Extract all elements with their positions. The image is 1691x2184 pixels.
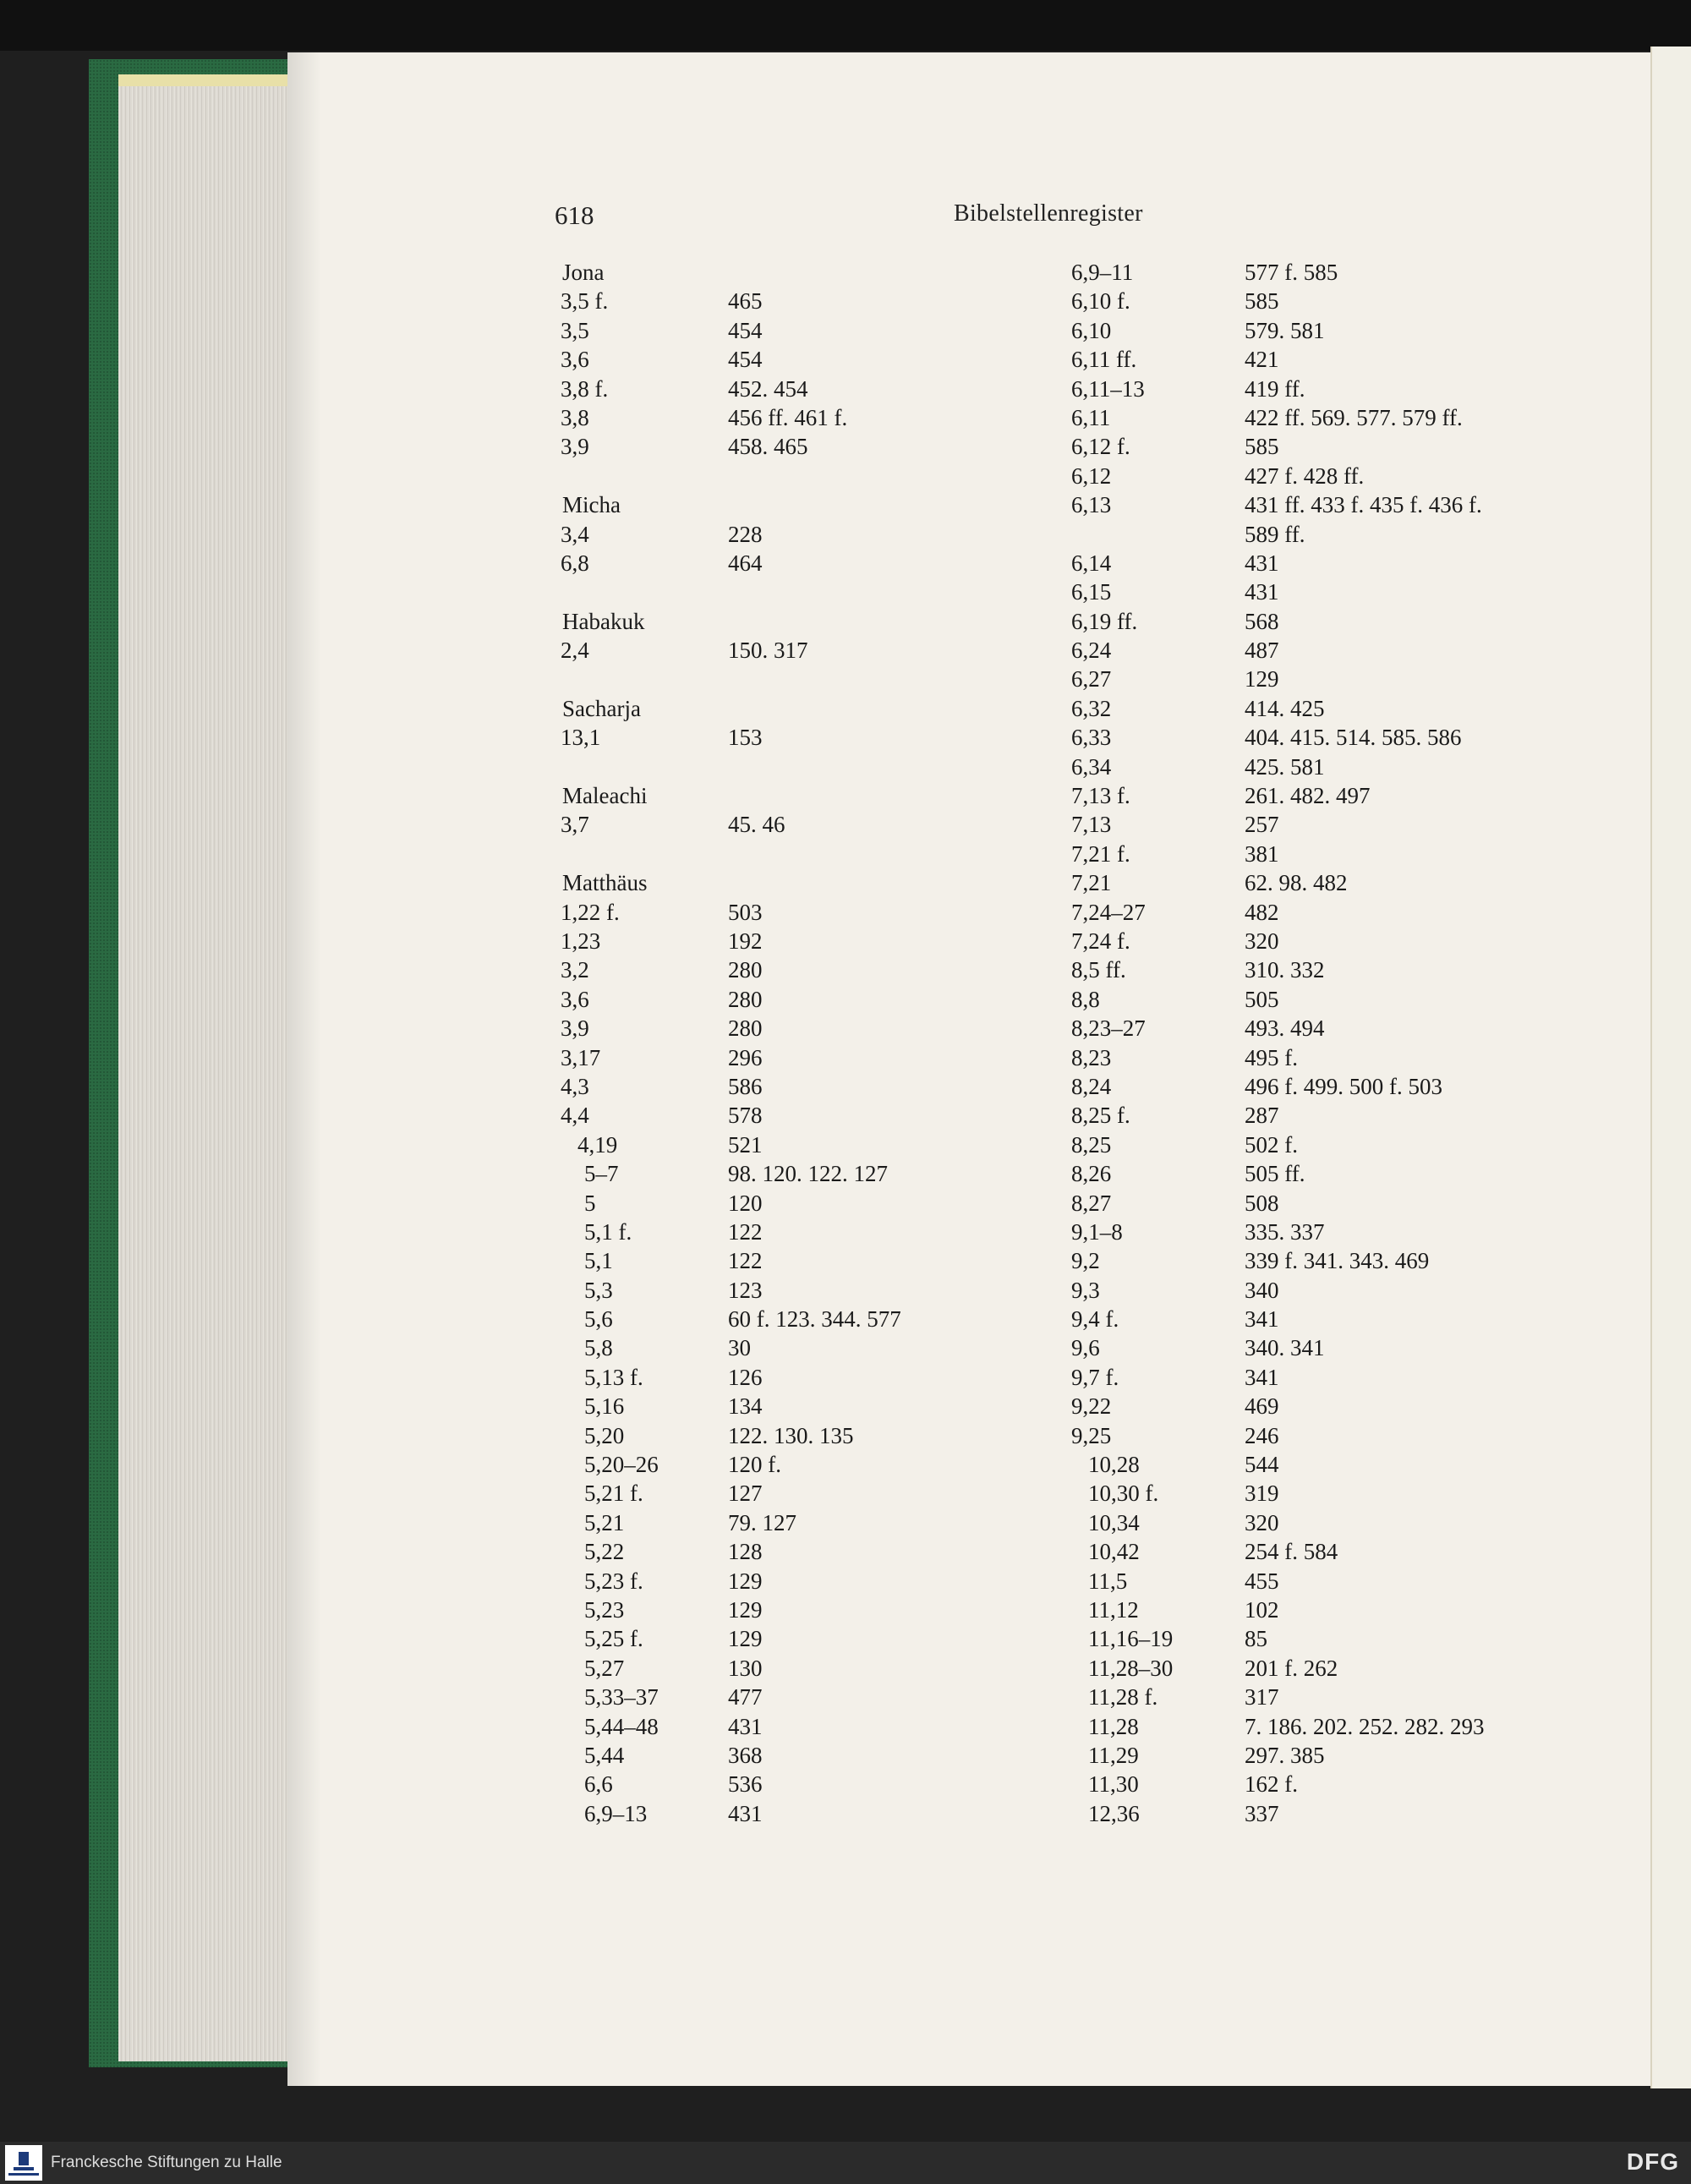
page-references: 431: [1245, 579, 1279, 605]
page-references: 287: [1245, 1103, 1279, 1129]
verse-reference: 3,8 f.: [561, 375, 609, 402]
verse-reference: 5,1 f.: [584, 1218, 632, 1245]
page-references: 280: [728, 957, 763, 983]
page-references: 129: [728, 1568, 763, 1594]
verse-reference: 5,20: [584, 1422, 625, 1448]
page-references: 337: [1245, 1800, 1279, 1826]
verse-reference: 5,3: [584, 1277, 613, 1303]
verse-reference: 3,2: [561, 957, 589, 983]
page-references: 45. 46: [728, 812, 785, 838]
next-page-edge: [1650, 47, 1691, 2088]
verse-reference: 5,23: [584, 1596, 625, 1623]
page-references: 153: [728, 725, 763, 751]
page-references: 544: [1245, 1452, 1279, 1478]
verse-reference: 5,44: [584, 1742, 625, 1768]
page-references: 458. 465: [728, 434, 808, 460]
verse-reference: 9,3: [1071, 1277, 1100, 1303]
page-references: 585: [1245, 434, 1279, 460]
page-references: 7. 186. 202. 252. 282. 293: [1245, 1713, 1485, 1739]
page-references: 30: [728, 1335, 751, 1361]
page-references: 340: [1245, 1277, 1279, 1303]
verse-reference: 7,13: [1071, 812, 1112, 838]
verse-reference: 5,21: [584, 1509, 625, 1535]
verse-reference: 6,14: [1071, 550, 1112, 576]
page-references: 585: [1245, 288, 1279, 315]
verse-reference: 2,4: [561, 638, 589, 664]
page-references: 521: [728, 1131, 763, 1158]
page-references: 431: [1245, 550, 1279, 576]
book-name: Habakuk: [562, 608, 645, 634]
verse-reference: 5,16: [584, 1393, 625, 1420]
page-references: 102: [1245, 1596, 1279, 1623]
verse-reference: 10,28: [1088, 1452, 1140, 1478]
page-references: 310. 332: [1245, 957, 1325, 983]
page-references: 228: [728, 521, 763, 547]
page-references: 431: [728, 1713, 763, 1739]
page-references: 568: [1245, 608, 1279, 634]
page-references: 464: [728, 550, 763, 576]
page-references: 79. 127: [728, 1509, 796, 1535]
page-references: 340. 341: [1245, 1335, 1325, 1361]
verse-reference: 10,42: [1088, 1539, 1140, 1565]
page-references: 495 f.: [1245, 1044, 1298, 1070]
verse-reference: 10,34: [1088, 1509, 1140, 1535]
book-name: Micha: [562, 492, 621, 518]
page-header: [0, 200, 1691, 234]
verse-reference: 5,33–37: [584, 1684, 659, 1711]
page-references: 128: [728, 1539, 763, 1565]
page-references: 335. 337: [1245, 1218, 1325, 1245]
verse-reference: 5,1: [584, 1248, 613, 1274]
verse-reference: 8,25 f.: [1071, 1103, 1130, 1129]
verse-reference: 6,19 ff.: [1071, 608, 1138, 634]
page-references: 469: [1245, 1393, 1279, 1420]
verse-reference: 6,32: [1071, 695, 1112, 721]
page-gutter-shadow: [287, 52, 321, 2086]
verse-reference: 5,25 f.: [584, 1626, 643, 1652]
page-references: 192: [728, 928, 763, 954]
verse-reference: 5–7: [584, 1161, 619, 1187]
page-references: 341: [1245, 1306, 1279, 1333]
scan-background: [0, 0, 1691, 51]
verse-reference: 9,7 f.: [1071, 1364, 1119, 1390]
page-references: 162 f.: [1245, 1771, 1298, 1798]
verse-reference: 5,22: [584, 1539, 625, 1565]
verse-reference: 6,9–11: [1071, 260, 1134, 285]
verse-reference: 11,28 f.: [1088, 1684, 1158, 1711]
verse-reference: 6,27: [1071, 666, 1112, 692]
verse-reference: 9,25: [1071, 1422, 1112, 1448]
page-references: 150. 317: [728, 638, 808, 664]
page-references: 404. 415. 514. 585. 586: [1245, 725, 1462, 751]
verse-reference: 6,10 f.: [1071, 288, 1130, 315]
verse-reference: 5,13 f.: [584, 1364, 643, 1390]
verse-reference: 8,26: [1071, 1161, 1112, 1187]
verse-reference: 10,30 f.: [1088, 1481, 1159, 1507]
page-references: 589 ff.: [1245, 521, 1305, 547]
page-references: 431: [728, 1800, 763, 1826]
verse-reference: 5,20–26: [584, 1452, 659, 1478]
verse-reference: 3,4: [561, 521, 589, 547]
viewer-footer: [0, 2142, 1691, 2184]
page-references: 427 f. 428 ff.: [1245, 463, 1365, 489]
verse-reference: 3,6: [561, 986, 589, 1012]
verse-reference: 11,29: [1088, 1742, 1139, 1768]
verse-reference: 11,28–30: [1088, 1655, 1174, 1681]
verse-reference: 6,9–13: [584, 1800, 648, 1826]
verse-reference: 6,34: [1071, 753, 1112, 780]
verse-reference: 4,3: [561, 1073, 589, 1099]
page-references: 120: [728, 1190, 763, 1216]
verse-reference: 6,12: [1071, 463, 1112, 489]
verse-reference: 9,4 f.: [1071, 1306, 1119, 1333]
page-references: 421: [1245, 347, 1279, 373]
page-references: 130: [728, 1655, 763, 1681]
page-references: 319: [1245, 1481, 1279, 1507]
verse-reference: 1,23: [561, 928, 601, 954]
page-references: 122: [728, 1218, 763, 1245]
verse-reference: 6,12 f.: [1071, 434, 1130, 460]
verse-reference: 3,9: [561, 1015, 589, 1042]
page-references: 123: [728, 1277, 763, 1303]
page-references: 381: [1245, 840, 1279, 867]
verse-reference: 5,44–48: [584, 1713, 659, 1739]
verse-reference: 12,36: [1088, 1800, 1140, 1826]
page-references: 505 ff.: [1245, 1161, 1305, 1187]
verse-reference: 9,1–8: [1071, 1218, 1123, 1245]
verse-reference: 8,27: [1071, 1190, 1112, 1216]
page-references: 320: [1245, 928, 1279, 954]
verse-reference: 4,19: [577, 1131, 618, 1158]
page-references: 452. 454: [728, 375, 808, 402]
verse-reference: 3,9: [561, 434, 589, 460]
page-references: 456 ff. 461 f.: [728, 404, 848, 430]
page-references: 425. 581: [1245, 753, 1325, 780]
page-references: 493. 494: [1245, 1015, 1325, 1042]
page-references: 502 f.: [1245, 1131, 1298, 1158]
page-references: 454: [728, 347, 763, 373]
book-name: Matthäus: [562, 870, 648, 896]
verse-reference: 5: [584, 1190, 596, 1216]
verse-reference: 6,11: [1071, 404, 1111, 430]
page-references: 261. 482. 497: [1245, 783, 1371, 809]
page-references: 414. 425: [1245, 695, 1325, 721]
verse-reference: 5,27: [584, 1655, 625, 1681]
page-references: 339 f. 341. 343. 469: [1245, 1248, 1430, 1274]
page-references: 320: [1245, 1509, 1279, 1535]
page-references: 368: [728, 1742, 763, 1768]
verse-reference: 6,24: [1071, 638, 1112, 664]
book-name: Maleachi: [562, 783, 648, 809]
verse-reference: 7,24–27: [1071, 899, 1146, 925]
page-references: 487: [1245, 638, 1279, 664]
verse-reference: 5,21 f.: [584, 1481, 643, 1507]
verse-reference: 6,33: [1071, 725, 1112, 751]
page-references: 496 f. 499. 500 f. 503: [1245, 1073, 1442, 1099]
page-references: 85: [1245, 1626, 1267, 1652]
running-title: Bibelstellenregister: [954, 200, 1143, 227]
verse-reference: 11,5: [1088, 1568, 1128, 1594]
page-references: 431 ff. 433 f. 435 f. 436 f.: [1245, 492, 1482, 518]
verse-reference: 5,6: [584, 1306, 613, 1333]
page-references: 129: [728, 1626, 763, 1652]
verse-reference: 7,21 f.: [1071, 840, 1130, 867]
institution-name: Franckesche Stiftungen zu Halle: [51, 2154, 282, 2171]
verse-reference: 7,21: [1071, 870, 1112, 896]
verse-reference: 3,5: [561, 317, 589, 343]
verse-reference: 3,7: [561, 812, 589, 838]
page-references: 508: [1245, 1190, 1279, 1216]
page-references: 62. 98. 482: [1245, 870, 1348, 896]
page-references: 126: [728, 1364, 763, 1390]
page-references: 120 f.: [728, 1452, 781, 1478]
page-references: 257: [1245, 812, 1279, 838]
page-references: 503: [728, 899, 763, 925]
page-references: 422 ff. 569. 577. 579 ff.: [1245, 404, 1463, 430]
verse-reference: 8,23: [1071, 1044, 1112, 1070]
verse-reference: 9,22: [1071, 1393, 1112, 1420]
verse-reference: 6,11–13: [1071, 375, 1145, 402]
verse-reference: 4,4: [561, 1103, 589, 1129]
verse-reference: 8,24: [1071, 1073, 1112, 1099]
page-references: 201 f. 262: [1245, 1655, 1338, 1681]
book-name: Jona: [562, 260, 605, 285]
verse-reference: 3,6: [561, 347, 589, 373]
verse-reference: 8,8: [1071, 986, 1100, 1012]
verse-reference: 8,25: [1071, 1131, 1112, 1158]
page-references: 341: [1245, 1364, 1279, 1390]
verse-reference: 3,17: [561, 1044, 601, 1070]
verse-reference: 8,5 ff.: [1071, 957, 1126, 983]
page-references: 246: [1245, 1422, 1279, 1448]
verse-reference: 11,28: [1088, 1713, 1139, 1739]
verse-reference: 3,5 f.: [561, 288, 609, 315]
verse-reference: 7,13 f.: [1071, 783, 1130, 809]
page-references: 477: [728, 1684, 763, 1711]
verse-reference: 6,11 ff.: [1071, 347, 1137, 373]
institution-logo-icon: [5, 2145, 42, 2181]
page-references: 129: [1245, 666, 1279, 692]
page-edges-top: [118, 74, 287, 86]
page-references: 454: [728, 317, 763, 343]
verse-reference: 6,6: [584, 1771, 613, 1798]
page-references: 536: [728, 1771, 763, 1798]
page-references: 122: [728, 1248, 763, 1274]
page-references: 578: [728, 1103, 763, 1129]
verse-reference: 13,1: [561, 725, 601, 751]
verse-reference: 6,8: [561, 550, 589, 576]
book-page: [287, 52, 1650, 2086]
page-references: 577 f. 585: [1245, 260, 1338, 285]
verse-reference: 9,2: [1071, 1248, 1100, 1274]
page-references: 60 f. 123. 344. 577: [728, 1306, 901, 1333]
verse-reference: 6,15: [1071, 579, 1112, 605]
verse-reference: 1,22 f.: [561, 899, 620, 925]
page-references: 455: [1245, 1568, 1279, 1594]
page-references: 482: [1245, 899, 1279, 925]
page-number: 618: [555, 200, 594, 230]
page-references: 465: [728, 288, 763, 315]
dfg-logo: DFG: [1626, 2148, 1679, 2175]
page-references: 98. 120. 122. 127: [728, 1161, 888, 1187]
verse-reference: 11,16–19: [1088, 1626, 1174, 1652]
page-references: 134: [728, 1393, 763, 1420]
verse-reference: 8,23–27: [1071, 1015, 1146, 1042]
verse-reference: 11,12: [1088, 1596, 1139, 1623]
page-references: 579. 581: [1245, 317, 1325, 343]
page-references: 127: [728, 1481, 763, 1507]
page-references: 505: [1245, 986, 1279, 1012]
verse-reference: 5,23 f.: [584, 1568, 643, 1594]
verse-reference: 6,10: [1071, 317, 1112, 343]
verse-reference: 9,6: [1071, 1335, 1100, 1361]
page-references: 280: [728, 986, 763, 1012]
verse-reference: 6,13: [1071, 492, 1112, 518]
page-references: 122. 130. 135: [728, 1422, 854, 1448]
page-edges: [118, 74, 293, 2061]
page-references: 586: [728, 1073, 763, 1099]
page-references: 254 f. 584: [1245, 1539, 1338, 1565]
page-references: 296: [728, 1044, 763, 1070]
page-references: 297. 385: [1245, 1742, 1325, 1768]
verse-reference: 11,30: [1088, 1771, 1139, 1798]
verse-reference: 7,24 f.: [1071, 928, 1130, 954]
page-references: 280: [728, 1015, 763, 1042]
page-references: 419 ff.: [1245, 375, 1305, 402]
verse-reference: 3,8: [561, 404, 589, 430]
verse-reference: 5,8: [584, 1335, 613, 1361]
page-references: 317: [1245, 1684, 1279, 1711]
page-references: 129: [728, 1596, 763, 1623]
book-name: Sacharja: [562, 695, 641, 721]
